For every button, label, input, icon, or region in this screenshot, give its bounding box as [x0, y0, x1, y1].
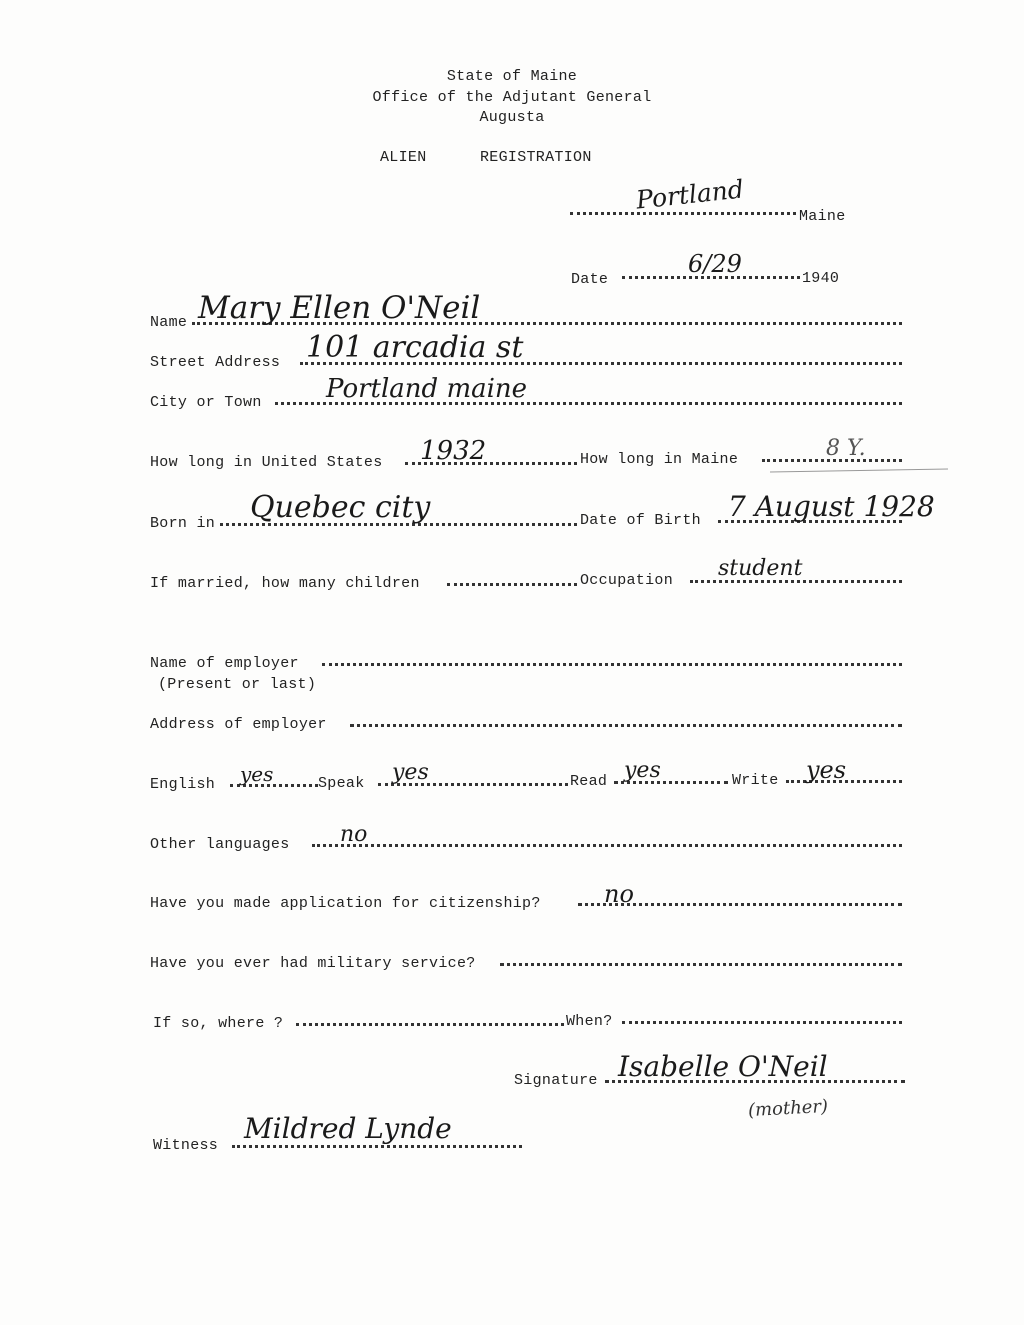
name-value: Mary Ellen O'Neil [198, 290, 481, 326]
english-value: yes [240, 762, 274, 786]
how-long-us-label: How long in United States [150, 454, 383, 471]
dob-label: Date of Birth [580, 512, 701, 529]
form-title-alien: ALIEN [380, 149, 427, 166]
military-label: Have you ever had military service? [150, 955, 476, 972]
signature-relation: (mother) [747, 1095, 829, 1122]
signature-value: Isabelle O'Neil [618, 1050, 828, 1083]
date-value: 6/29 [688, 250, 742, 278]
where-dots [296, 1023, 564, 1026]
witness-label: Witness [153, 1137, 219, 1154]
dob-value: 7 August 1928 [728, 490, 935, 523]
town-value: Portland [634, 174, 746, 215]
other-languages-label: Other languages [150, 836, 290, 853]
name-label: Name [150, 314, 188, 331]
occupation-value: student [718, 556, 803, 581]
speak-value: yes [392, 760, 429, 785]
english-label: English [150, 776, 216, 793]
signature-label: Signature [514, 1072, 598, 1089]
employer-label: Name of employer [150, 655, 299, 672]
employer-address-dots [350, 724, 902, 727]
read-value: yes [624, 758, 661, 783]
how-long-maine-label: How long in Maine [580, 451, 739, 468]
read-label: Read [570, 773, 608, 790]
town-dots [570, 212, 796, 215]
married-dots [447, 583, 577, 586]
year-label: 1940 [802, 270, 840, 287]
occupation-label: Occupation [580, 572, 674, 589]
write-label: Write [732, 772, 779, 789]
city-value: Portland maine [326, 374, 528, 404]
header-office: Office of the Adjutant General [372, 89, 652, 106]
employer-address-label: Address of employer [150, 716, 327, 733]
how-long-maine-value: 8 Y. [826, 436, 866, 461]
write-value: yes [806, 756, 847, 784]
born-in-value: Quebec city [250, 490, 431, 525]
other-languages-value: no [340, 822, 368, 847]
date-label: Date [571, 271, 609, 288]
employer-dots [322, 663, 902, 666]
military-dots [500, 963, 902, 966]
header-state: State of Maine [446, 68, 578, 85]
citizenship-value: no [604, 880, 634, 908]
street-label: Street Address [150, 354, 281, 371]
city-label: City or Town [150, 394, 262, 411]
street-value: 101 arcadia st [306, 330, 524, 365]
speak-label: Speak [318, 775, 365, 792]
other-languages-dots [312, 844, 902, 847]
maine-underline-mark [770, 468, 948, 472]
maine-label: Maine [799, 208, 846, 225]
how-long-us-value: 1932 [420, 436, 487, 466]
when-label: When? [566, 1013, 613, 1030]
witness-value: Mildred Lynde [244, 1112, 452, 1145]
form-title-registration: REGISTRATION [480, 149, 592, 166]
witness-dots [232, 1145, 522, 1148]
if-so-where-label: If so, where ? [153, 1015, 284, 1032]
married-label: If married, how many children [150, 575, 420, 592]
present-or-last-label: (Present or last) [158, 676, 317, 693]
header-city: Augusta [479, 109, 545, 126]
born-in-label: Born in [150, 515, 216, 532]
citizenship-label: Have you made application for citizenship? [150, 895, 541, 912]
when-dots [622, 1021, 902, 1024]
